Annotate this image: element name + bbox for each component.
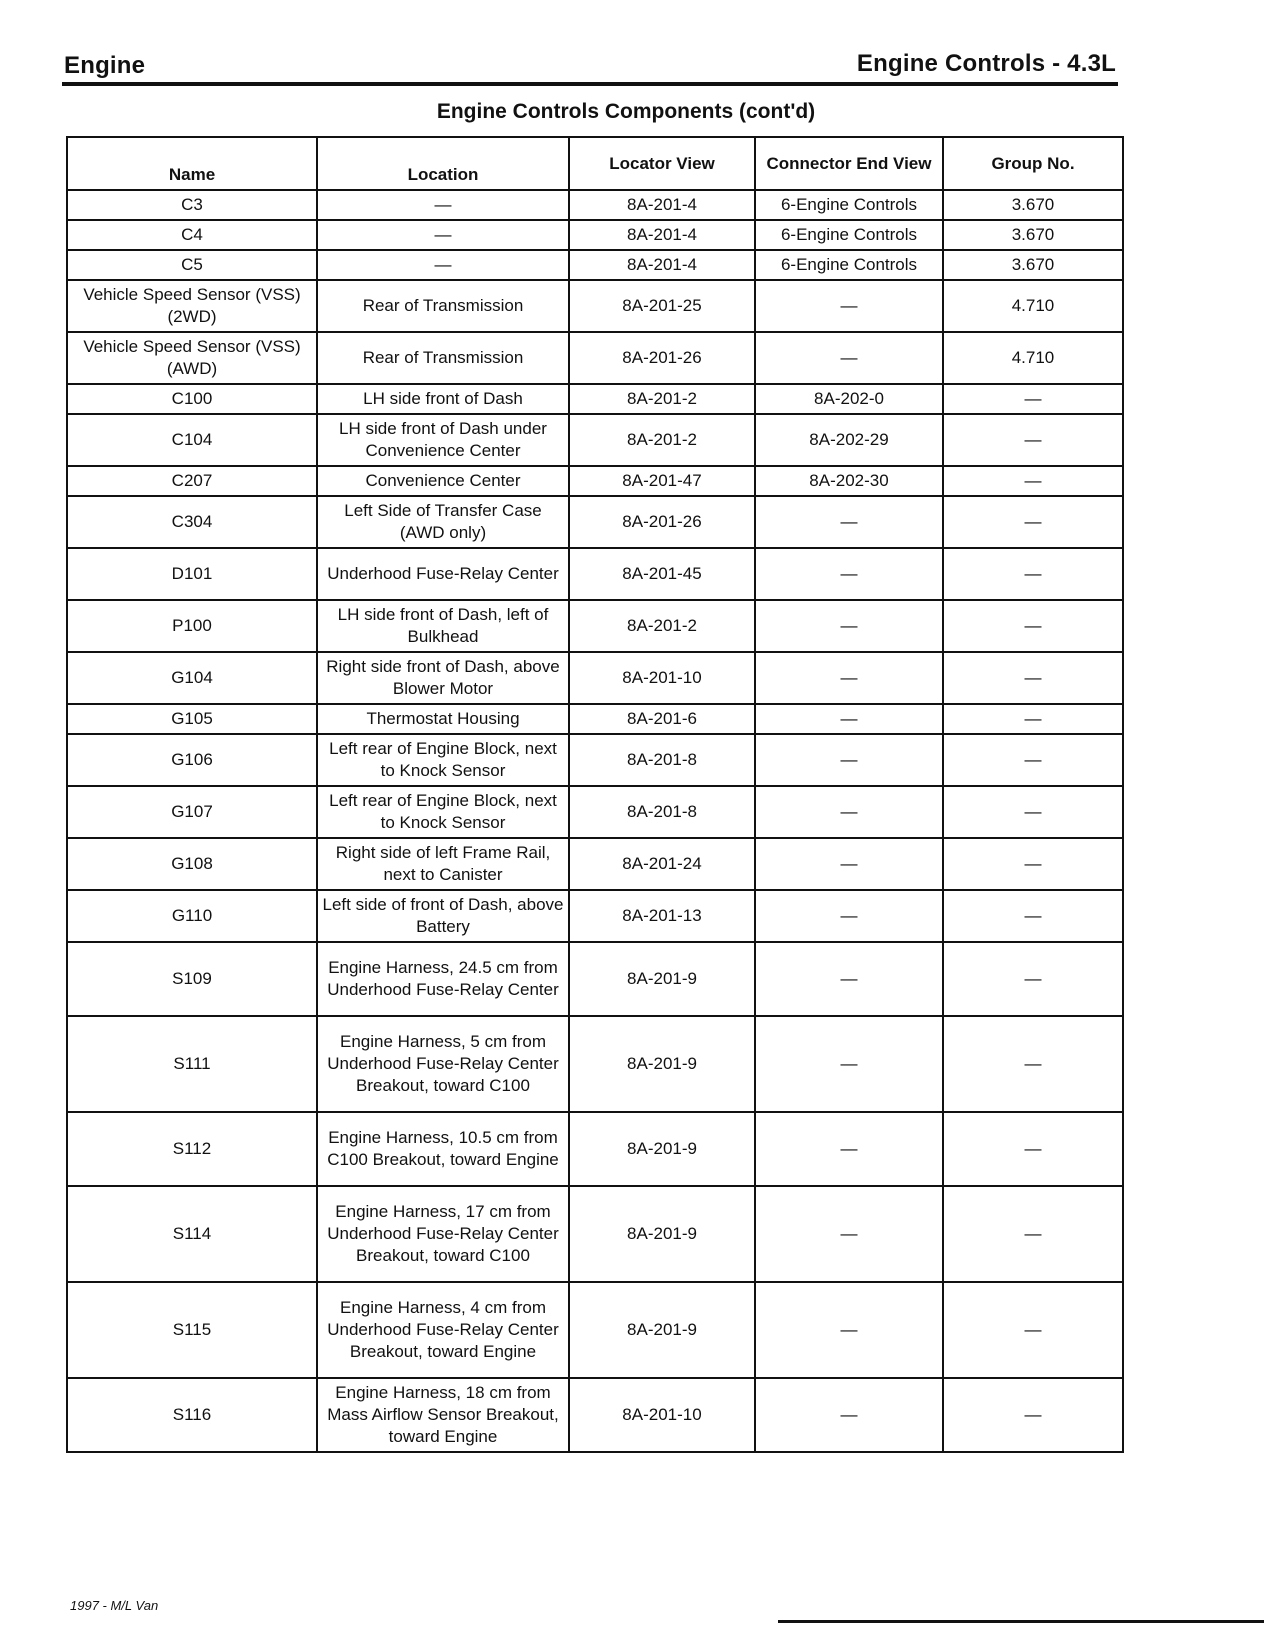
components-table-container xyxy=(66,136,1122,1453)
cell-name: C104 xyxy=(67,414,317,466)
cell-connector-end-view: — xyxy=(755,1016,943,1112)
table-row xyxy=(67,384,1123,414)
cell-location: Engine Harness, 4 cm from Underhood Fuse-Relay Center Breakout, toward Engine xyxy=(317,1282,569,1378)
cell-group-no: — xyxy=(943,548,1123,600)
cell-name: S116 xyxy=(67,1378,317,1452)
table-row xyxy=(67,890,1123,942)
cell-locator-view: 8A-201-4 xyxy=(569,190,755,220)
cell-name: S112 xyxy=(67,1112,317,1186)
cell-group-no: — xyxy=(943,466,1123,496)
cell-locator-view: 8A-201-4 xyxy=(569,220,755,250)
cell-connector-end-view: — xyxy=(755,1186,943,1282)
cell-location: Right side of left Frame Rail, next to Canister xyxy=(317,838,569,890)
cell-name: G107 xyxy=(67,786,317,838)
cell-connector-end-view: — xyxy=(755,1378,943,1452)
cell-group-no: — xyxy=(943,384,1123,414)
cell-locator-view: 8A-201-9 xyxy=(569,1016,755,1112)
cell-locator-view: 8A-201-9 xyxy=(569,1282,755,1378)
cell-connector-end-view: — xyxy=(755,600,943,652)
cell-group-no: — xyxy=(943,734,1123,786)
table-row xyxy=(67,496,1123,548)
cell-connector-end-view: — xyxy=(755,890,943,942)
cell-group-no: — xyxy=(943,786,1123,838)
table-row xyxy=(67,1016,1123,1112)
cell-locator-view: 8A-201-10 xyxy=(569,1378,755,1452)
cell-name: C304 xyxy=(67,496,317,548)
cell-connector-end-view: 8A-202-30 xyxy=(755,466,943,496)
cell-group-no: — xyxy=(943,838,1123,890)
cell-connector-end-view: 8A-202-0 xyxy=(755,384,943,414)
cell-locator-view: 8A-201-9 xyxy=(569,1186,755,1282)
cell-locator-view: 8A-201-26 xyxy=(569,496,755,548)
section-title: Engine xyxy=(64,52,146,79)
cell-locator-view: 8A-201-2 xyxy=(569,600,755,652)
cell-connector-end-view: — xyxy=(755,332,943,384)
cell-group-no: 4.710 xyxy=(943,332,1123,384)
table-row xyxy=(67,600,1123,652)
cell-location: Thermostat Housing xyxy=(317,704,569,734)
cell-locator-view: 8A-201-24 xyxy=(569,838,755,890)
cell-location: Left Side of Transfer Case (AWD only) xyxy=(317,496,569,548)
table-row xyxy=(67,838,1123,890)
cell-group-no: — xyxy=(943,890,1123,942)
cell-name: Vehicle Speed Sensor (VSS) (AWD) xyxy=(67,332,317,384)
cell-location: Underhood Fuse-Relay Center xyxy=(317,548,569,600)
table-header-row xyxy=(67,137,1123,190)
table-row xyxy=(67,548,1123,600)
cell-connector-end-view: — xyxy=(755,652,943,704)
cell-connector-end-view: 6-Engine Controls xyxy=(755,190,943,220)
cell-location: Rear of Transmission xyxy=(317,332,569,384)
cell-location: Engine Harness, 5 cm from Underhood Fuse-Relay Center Breakout, toward C100 xyxy=(317,1016,569,1112)
cell-group-no: — xyxy=(943,1282,1123,1378)
cell-connector-end-view: — xyxy=(755,496,943,548)
cell-connector-end-view: — xyxy=(755,1112,943,1186)
cell-group-no: — xyxy=(943,704,1123,734)
cell-location: — xyxy=(317,190,569,220)
column-header-connector-end-view: Connector End View xyxy=(755,137,943,190)
table-row xyxy=(67,786,1123,838)
table-row xyxy=(67,734,1123,786)
cell-name: D101 xyxy=(67,548,317,600)
cell-name: S114 xyxy=(67,1186,317,1282)
cell-connector-end-view: 6-Engine Controls xyxy=(755,220,943,250)
cell-name: Vehicle Speed Sensor (VSS) (2WD) xyxy=(67,280,317,332)
cell-location: Right side front of Dash, above Blower Motor xyxy=(317,652,569,704)
cell-name: G106 xyxy=(67,734,317,786)
cell-connector-end-view: — xyxy=(755,280,943,332)
cell-name: G110 xyxy=(67,890,317,942)
table-row xyxy=(67,704,1123,734)
cell-locator-view: 8A-201-8 xyxy=(569,786,755,838)
footer-divider xyxy=(778,1620,1264,1623)
cell-connector-end-view: — xyxy=(755,838,943,890)
cell-locator-view: 8A-201-10 xyxy=(569,652,755,704)
cell-location: — xyxy=(317,220,569,250)
cell-group-no: 4.710 xyxy=(943,280,1123,332)
table-row xyxy=(67,1112,1123,1186)
cell-locator-view: 8A-201-8 xyxy=(569,734,755,786)
cell-location: Left rear of Engine Block, next to Knock Sensor xyxy=(317,734,569,786)
cell-location: Engine Harness, 10.5 cm from C100 Breakout, toward Engine xyxy=(317,1112,569,1186)
cell-name: G105 xyxy=(67,704,317,734)
cell-connector-end-view: — xyxy=(755,704,943,734)
cell-name: S109 xyxy=(67,942,317,1016)
cell-group-no: — xyxy=(943,652,1123,704)
page-title: Engine Controls Components (cont'd) xyxy=(436,100,816,123)
table-row xyxy=(67,1186,1123,1282)
cell-location: LH side front of Dash xyxy=(317,384,569,414)
cell-connector-end-view: — xyxy=(755,942,943,1016)
table-row xyxy=(67,332,1123,384)
cell-group-no: 3.670 xyxy=(943,220,1123,250)
cell-name: C4 xyxy=(67,220,317,250)
components-table xyxy=(66,136,1124,1453)
table-row xyxy=(67,652,1123,704)
cell-group-no: — xyxy=(943,414,1123,466)
cell-connector-end-view: 8A-202-29 xyxy=(755,414,943,466)
cell-location: LH side front of Dash, left of Bulkhead xyxy=(317,600,569,652)
cell-group-no: — xyxy=(943,1112,1123,1186)
cell-location: LH side front of Dash under Convenience Center xyxy=(317,414,569,466)
table-row xyxy=(67,250,1123,280)
cell-connector-end-view: — xyxy=(755,786,943,838)
cell-name: C207 xyxy=(67,466,317,496)
table-row xyxy=(67,466,1123,496)
cell-location: Engine Harness, 24.5 cm from Underhood Fuse-Relay Center xyxy=(317,942,569,1016)
cell-location: Engine Harness, 18 cm from Mass Airflow Sensor Breakout, toward Engine xyxy=(317,1378,569,1452)
cell-connector-end-view: 6-Engine Controls xyxy=(755,250,943,280)
table-row xyxy=(67,190,1123,220)
column-header-locator-view: Locator View xyxy=(569,137,755,190)
cell-name: S111 xyxy=(67,1016,317,1112)
cell-location: Left side of front of Dash, above Battery xyxy=(317,890,569,942)
cell-location: Convenience Center xyxy=(317,466,569,496)
table-row xyxy=(67,220,1123,250)
cell-locator-view: 8A-201-45 xyxy=(569,548,755,600)
column-header-name: Name xyxy=(67,137,317,190)
cell-name: C100 xyxy=(67,384,317,414)
cell-name: G108 xyxy=(67,838,317,890)
cell-name: C3 xyxy=(67,190,317,220)
cell-locator-view: 8A-201-4 xyxy=(569,250,755,280)
cell-name: S115 xyxy=(67,1282,317,1378)
cell-locator-view: 8A-201-25 xyxy=(569,280,755,332)
cell-group-no: 3.670 xyxy=(943,250,1123,280)
table-row xyxy=(67,414,1123,466)
cell-name: P100 xyxy=(67,600,317,652)
cell-location: Rear of Transmission xyxy=(317,280,569,332)
column-header-location: Location xyxy=(317,137,569,190)
cell-locator-view: 8A-201-9 xyxy=(569,942,755,1016)
cell-name: G104 xyxy=(67,652,317,704)
cell-group-no: — xyxy=(943,1378,1123,1452)
cell-locator-view: 8A-201-47 xyxy=(569,466,755,496)
cell-group-no: — xyxy=(943,1186,1123,1282)
cell-connector-end-view: — xyxy=(755,1282,943,1378)
cell-group-no: 3.670 xyxy=(943,190,1123,220)
column-header-group-no: Group No. xyxy=(943,137,1123,190)
cell-locator-view: 8A-201-26 xyxy=(569,332,755,384)
cell-locator-view: 8A-201-13 xyxy=(569,890,755,942)
cell-location: — xyxy=(317,250,569,280)
table-row xyxy=(67,280,1123,332)
cell-location: Left rear of Engine Block, next to Knock Sensor xyxy=(317,786,569,838)
cell-connector-end-view: — xyxy=(755,548,943,600)
header-divider xyxy=(62,82,1118,86)
table-row xyxy=(67,1282,1123,1378)
table-row xyxy=(67,942,1123,1016)
cell-location: Engine Harness, 17 cm from Underhood Fuse-Relay Center Breakout, toward C100 xyxy=(317,1186,569,1282)
cell-group-no: — xyxy=(943,942,1123,1016)
cell-name: C5 xyxy=(67,250,317,280)
cell-group-no: — xyxy=(943,496,1123,548)
cell-locator-view: 8A-201-9 xyxy=(569,1112,755,1186)
cell-locator-view: 8A-201-2 xyxy=(569,414,755,466)
cell-group-no: — xyxy=(943,600,1123,652)
cell-locator-view: 8A-201-6 xyxy=(569,704,755,734)
footer-model-year: 1997 - M/L Van xyxy=(70,1598,159,1613)
chapter-title: Engine Controls - 4.3L xyxy=(856,50,1116,77)
cell-locator-view: 8A-201-2 xyxy=(569,384,755,414)
cell-group-no: — xyxy=(943,1016,1123,1112)
cell-connector-end-view: — xyxy=(755,734,943,786)
table-row xyxy=(67,1378,1123,1452)
